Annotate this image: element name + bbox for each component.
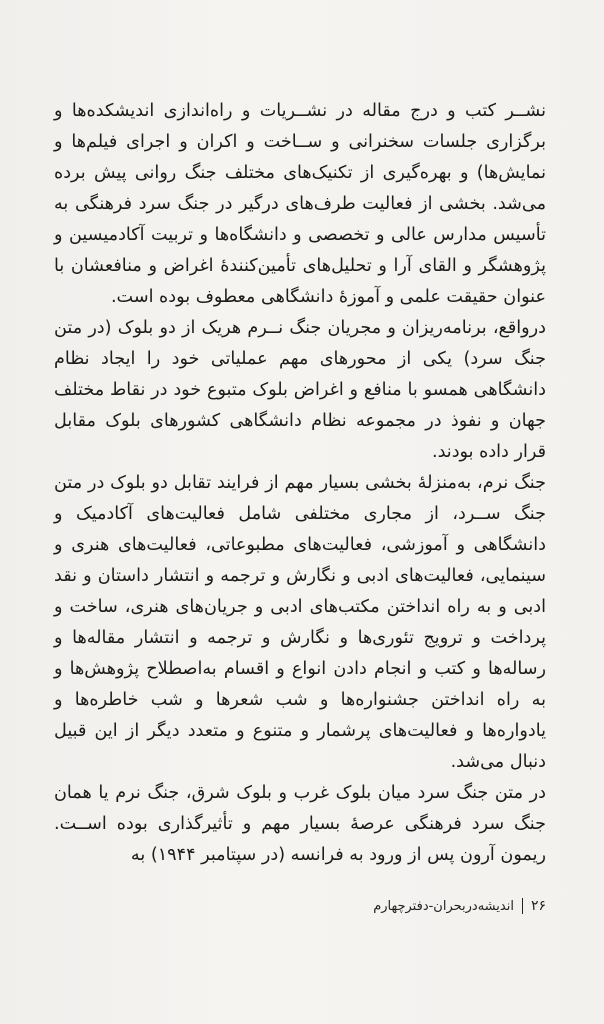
- page-number: ۲۶: [530, 898, 546, 914]
- page-footer: [373, 898, 546, 914]
- body-text: [54, 96, 546, 871]
- paragraph-3: جنگ نرم، به‌منزلۀ بخشی بسیار مهم از فرایند تقابل دو بلوک در متن جنگ ســرد، از مجاری مختلفی شامل فعالیت‌های آکادمیک و دانشگاهی و آموزشی، فعالیت‌های مطبوعاتی، فعالیت‌های هنری و سینمایی، فعالیت‌های ادبی و نگارش و ترجمه و انتشار داستان و نقد ادبی و به راه انداختن مکتب‌های ادبی و جریان‌های هنری، ساخت و پرداخت و ترویج تئوری‌ها و نگارش و ترجمه و انتشار مقاله‌ها و رساله‌ها و کتب و انجام دادن انواع و اقسام به‌اصطلاح پژوهش‌ها و به راه انداختن جشنواره‌ها و شب شعرها و شب خاطره‌ها و یادواره‌ها و فعالیت‌های پرشمار و متنوع و متعدد دیگر از این قبیل دنبال می‌شد.: [54, 473, 546, 772]
- paragraph-4: در متن جنگ سرد میان بلوک غرب و بلوک شرق، جنگ نرم یا همان جنگ سرد فرهنگی عرصۀ بسیار مهم و تأثیرگذاری بوده اســت. ریمون آرون پس از ورود به فرانسه (در سپتامبر ۱۹۴۴) به: [54, 783, 546, 865]
- footer-divider: [522, 898, 523, 914]
- running-title: اندیشه‌دربحران-دفترچهارم: [373, 898, 514, 914]
- paragraph-2: درواقع، برنامه‌ریزان و مجریان جنگ نــرم هریک از دو بلوک (در متن جنگ سرد) یکی از محورهای مهم عملیاتی خود را ایجاد نظام دانشگاهی همسو با منافع و اغراض بلوک متبوع خود در نقاط مختلف جهان و نفوذ در مجموعه نظام دانشگاهی کشورهای بلوک مقابل قرار داده بودند.: [54, 318, 546, 462]
- paragraph-1: نشــر کتب و درج مقاله در نشــریات و راه‌اندازی اندیشکده‌ها و برگزاری جلسات سخنرانی و ســاخت و اکران و اجرای فیلم‌ها و نمایش‌ها) و بهره‌گیری از تکنیک‌های مختلف جنگ روانی پیش برده می‌شد. بخشی از فعالیت طرف‌های درگیر در جنگ سرد فرهنگی به تأسیس مدارس عالی و تخصصی و دانشگاه‌ها و تربیت آکادمیسین و پژوهشگر و القای آرا و تحلیل‌های تأمین‌کنندۀ اغراض و منافعشان با عنوان حقیقت علمی و آموزۀ دانشگاهی معطوف بوده است.: [54, 101, 546, 307]
